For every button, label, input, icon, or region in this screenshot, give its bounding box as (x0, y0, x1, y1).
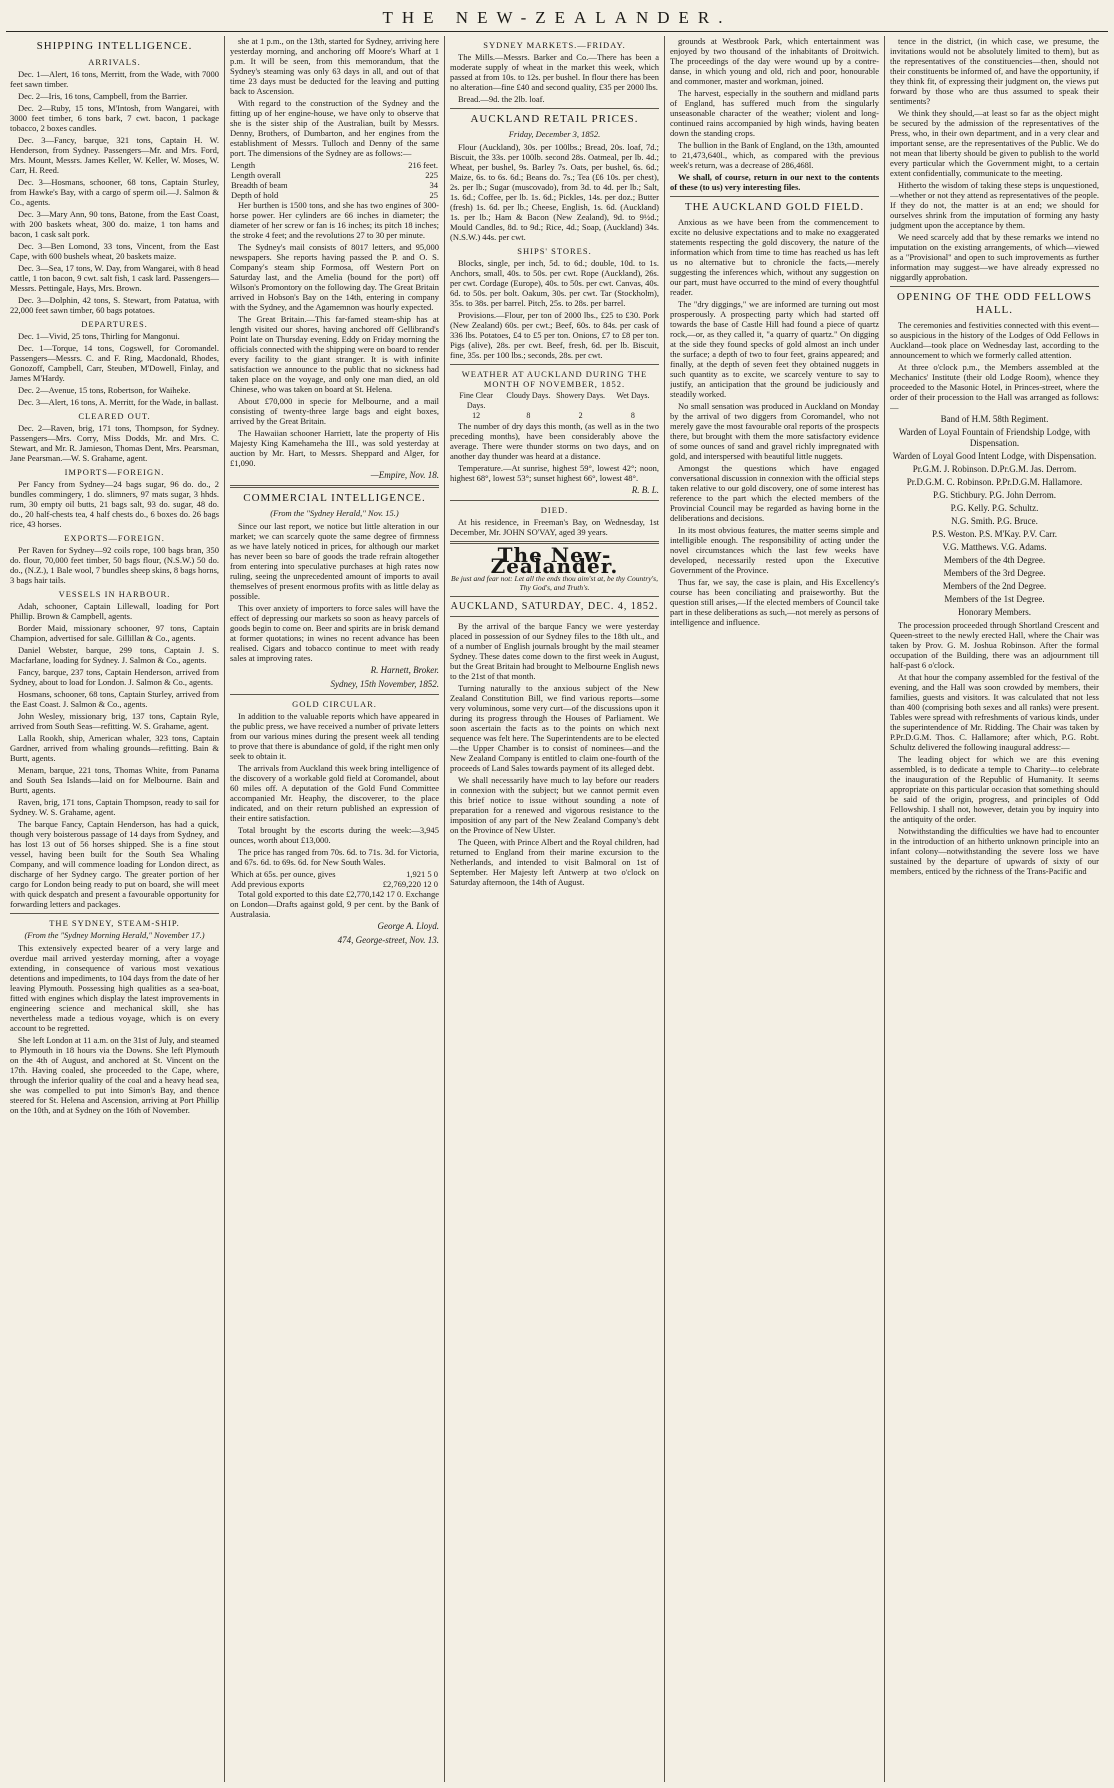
gold-address: 474, George-street, Nov. 13. (337, 935, 439, 945)
departures-list (10, 331, 219, 407)
weather-value: 12 (472, 411, 481, 420)
dimension-row (230, 190, 439, 200)
empire-source: —Empire, Nov. 18. (370, 470, 439, 480)
masthead-rule (6, 31, 1108, 32)
imports-list (10, 479, 219, 529)
section-rule (450, 364, 659, 365)
column-4 (670, 36, 879, 1782)
gold-total-row (230, 879, 439, 889)
section-rule (450, 596, 659, 597)
section-rule (450, 108, 659, 109)
paragraph: Since our last report, we notice but little alteration in our market; we can scarcely quote the same degree of firmness as we have lately noticed in prices, for although our market has never been so bare of goods the trade refrain altogether from entering into speculative purchases at high rates now ruling, seeing the unprecedented amount of imports to avail themselves of present enormous profits with as little delay as possible. (230, 521, 439, 601)
oddfellows-paragraphs (890, 620, 1099, 876)
paragraph: We think they should,—at least so far as the object might be secured by the admission of the representatives of the Press, who, in their own department, and in a very clear and important sense, are the representatives of the Public. We do not mean that liberty should be given to publish to the world every particular which the Government might, to a certain extent confidentially, communicate to the meeting. (890, 108, 1099, 178)
section-rule (670, 196, 879, 197)
markets-text: The Mills.—Messrs. Barker and Co.—There has been a moderate supply of wheat in the market this week, which passed at from 10s. to 12s. per bushel. In flour there has been no alteration—fine £40 and second quality, £35 per 2000 lbs. (450, 52, 659, 92)
commercial-heading: COMMERCIAL INTELLIGENCE. (243, 492, 426, 504)
stores-text: Blocks, single, per inch, 5d. to 6d.; double, 10d. to 1s. Anchors, small, 40s. to 50s. per cwt. Rope (Auckland), 26s. per cwt. Cordage (Europe), 40s. to 50s. per cwt. Canvas, 40s. 6d. to 50s. per bolt. Oakum, 30s. per cwt. Tar (Stockholm), 35s. to 38s. per barrel. Pitch, 25s. to 28s. per barrel. (450, 258, 659, 308)
dimension-label: Depth of hold (231, 190, 279, 200)
paragraph: Total brought by the escorts during the week:—3,945 ounces, worth about £13,000. (230, 825, 439, 845)
cleared-heading: CLEARED OUT. (78, 411, 151, 421)
section-rule (890, 286, 1099, 287)
dimension-value: 25 (429, 190, 438, 200)
paragraph: Fancy, barque, 237 tons, Captain Henderson, arrived from Sydney, about to load for London. J. Salmon & Co., agents. (10, 667, 219, 687)
gold-circular-heading: GOLD CIRCULAR. (292, 699, 377, 709)
retail-heading: AUCKLAND RETAIL PRICES. (470, 113, 639, 125)
procession-item: N.G. Smith. P.G. Bruce. (951, 516, 1038, 526)
weather-label: Fine Clear Days. (459, 391, 493, 410)
paragraph: At that hour the company assembled for the festival of the evening, and the Hall was soon crowded by members, their families, guests and visitors. It was calculated that not less than 400 (comprising both sexes and all ranks) were present. Tables were spread with refreshments of various kinds, under the superintendence of Mr. Ridding. The Chair was taken by P.Pr.D.G.M. Thos. C. Hallamore; after which, P.G. Robt. Schultz delivered the following inaugural address:— (890, 672, 1099, 752)
weather-text: The number of dry days this month, (as well as in the two preceding months), have been considerably above the average. There were thunder storms on two days, and on another day thunder was heard at a distance. (450, 421, 659, 461)
weather-values (450, 411, 659, 421)
weather-label: Showery Days. (556, 391, 606, 400)
gold-closing: Total gold exported to this date £2,770,142 17 0. Exchange on London—Drafts against gold, 9 per cent. by the Bank of Australasia. (230, 889, 439, 919)
procession-item: Members of the 2nd Degree. (942, 581, 1047, 591)
departures-heading: DEPARTURES. (81, 319, 148, 329)
column-divider (884, 36, 885, 1782)
paragraph: The arrivals from Auckland this week bring intelligence of the discovery of a workable gold field at Coromandel, about 60 miles off. A deputation of the Gold Fund Committee accompanied Mr. Heaphy, the discoverer, to the place indicated, and on their return published an expression of their entire satisfaction. (230, 763, 439, 823)
paragraph: Per Fancy from Sydney—24 bags sugar, 96 do. do., 2 bundles commingery, 1 do. slimners, 97 mats sugar, 3 hhds. rum, 30 empty oil butts, 21 bags salt, 93 do. sugar, 48 do. do., 20 half-chests tea, 4 half chests do., 6 boxes do. 26 bags rice, 43 horses. (10, 479, 219, 529)
paragraph: Dec. 3—Sea, 17 tons, W. Day, from Wangarei, with 8 head cattle, 1 ton bacon, 9 cwt. salt fish, 1 cask lard. Passengers—Messrs. Pettingale, Hays, Mrs. Brown. (10, 263, 219, 293)
gold-total-value: 1,921 5 0 (406, 869, 438, 879)
paragraph: The ceremonies and festivities connected with this event—so auspicious in the history of the Lodges of Odd Fellows in Auckland—took place on Wednesday last, according to the announcement to which we formerly called attention. (890, 320, 1099, 360)
paragraph: Adah, schooner, Captain Lillewall, loading for Port Phillip. Brown & Campbell, agents. (10, 601, 219, 621)
paragraph: Her burthen is 1500 tons, and she has two engines of 300-horse power. Her cylinders are 66 inches in diameter; the diameter of her screw or fan is 16 inches; its pitch 18 inches; the stroke 4 feet; and the revolutions 27 to 30 per minute. (230, 200, 439, 240)
paragraph: Dec. 1—Alert, 16 tons, Merritt, from the Wade, with 7000 feet sawn timber. (10, 69, 219, 89)
editorial-paragraphs (450, 621, 659, 887)
procession-item: Honorary Members. (958, 607, 1031, 617)
weather-value: 2 (578, 411, 583, 420)
gold-field-heading: THE AUCKLAND GOLD FIELD. (684, 201, 865, 213)
weather-value: 8 (526, 411, 531, 420)
paragraph: The procession proceeded through Shortland Crescent and Queen-street to the newly erected Hall, where the Chair was taken by Prov. G. M. Joshua Robinson. After the formal occupation of the Building, there was an adjournment till half-past 6 o'clock. (890, 620, 1099, 670)
paragraph: John Wesley, missionary brig, 137 tons, Captain Ryle, arrived from South Seas—refitting. W. S. Grahame, agent. (10, 711, 219, 731)
exports-list (10, 545, 219, 585)
retail-text: Flour (Auckland), 30s. per 100lbs.; Bread, 20s. loaf, 7d.; Biscuit, the 33s. per 100lb. second 28s. Oatmeal, per lb. 4d.; Wheat, per bushel, 9s. Barley 7s. Oats, per bushel, 6s. 6d.; Maize, 6s. to 6s. 6d.; Beans do. 7s.; Tea (£6 10s. per chest), 2s. per lb.; Sugar (muscovado), from 3d. to 4d. per lb.; Salt, 1s. 6d.; Coffee, per lb. 1s. 6d.; Pickles, 14s. per doz.; Butter (fresh) 1s. 6d. per lb.; Cheese, English, 1s. 6d. (Auckland) 1s. per lb.; Ham & Bacon (New Zealand), 9d. to 9½d.; Mould Candles, 8d. to 9d.; Rice, 4d.; Soap, (Auckland) 34s. (N.S.W.) 44s. per cwt. (450, 142, 659, 242)
column-1 (10, 36, 219, 1782)
gold-field-paragraphs (670, 217, 879, 627)
procession-item: P.G. Stichbury. P.G. John Derrom. (933, 490, 1056, 500)
vessels-list (10, 601, 219, 817)
editorial-notice: We shall, of course, return in our next to the contents of these (to us) very interesting files. (670, 172, 879, 192)
paragraph: The "dry diggings," we are informed are turning out most prosperously. A prospecting party which had started off towards the base of Castle Hill had found a piece of quartz rock,—or, as they called it, "a quarry of quartz." On digging at the side they found specks of gold almost an inch under the surface; a depth of two to four feet, grains appeared; and finally, at the depth of seven feet they obtained nuggets in such quantity as to excite, we scarcely venture to say to justify, an anticipation that the ground be judiciously and steadily worked. (670, 299, 879, 399)
paragraph: We shall necessarily have much to lay before our readers in connexion with the subject; but we cannot permit even this brief notice to issue without sounding a note of preparation for a renewed and vigorous resistance to the imposition of any part of the New Zealand Company's debt on the Province of New Ulster. (450, 775, 659, 835)
paragraph: At three o'clock p.m., the Members assembled at the Mechanics' Institute (their old Lodge Room), whence they proceeded to the Masonic Hotel, in Princes-street, where the order of their procession to the Hall was arranged as follows:— (890, 362, 1099, 412)
commercial-source: (From the "Sydney Herald," Nov. 15.) (270, 508, 399, 518)
paragraph: This extensively expected bearer of a very large and overdue mail arrived yesterday morning, after a voyage extending, in consequence of various most vexatious detentions and impediments, to 104 days from the date of her leaving Plymouth. Possessing high qualities as a sea-boat, fitted with engines which display the latest improvements in engineering science and mechanical skill, she has nevertheless made a tedious voyage, which is on every account to be regretted. (10, 943, 219, 1033)
paragraph: Thus far, we say, the case is plain, and His Excellency's course has been conciliating and praiseworthy. But the question still arises,—If the elected members of Council take part in these deliberations as such,—not merely as persons of intelligence and influence. (670, 577, 879, 627)
gold-field-continued (890, 36, 1099, 282)
column-2 (230, 36, 439, 1782)
fancy-paragraph: The barque Fancy, Captain Henderson, has had a quick, though very boisterous passage of 14 days from Sydney, and has lost 13 out of 56 horses shipped. She is a fine stout vessel, having been built for the South Sea Whaling Company, and will commence loading for London direct, as discharge of her Sydney cargo. The greater portion of her cargo for London being ready to put on board, she will meet with quick despatch and present a favourable opportunity for forwarding letters and packages. (10, 819, 219, 909)
dimensions-table (230, 160, 439, 200)
paragraph: The Great Britain.—This far-famed steam-ship has at length visited our shores, having anchored off Gellibrand's Point late on Thursday evening. Eddy on Friday morning the officials connected with the shipping were on board to render every facility to the giant stranger. It is with infinite satisfaction we announce to the public that no sickness had taken place on the voyage, and only one man died, an old Chinese, who was taken on board at St. Helena. (230, 314, 439, 394)
steamship-heading: THE SYDNEY, STEAM-SHIP. (49, 918, 180, 928)
provisions-text: Provisions.—Flour, per ton of 2000 lbs., £25 to £30. Pork (New Zealand) 60s. per cwt.; Beef, 60s. to 84s. per cask of 336 lbs. Potatoes, £4 to £5 per ton. Onions, £7 to £8 per ton. Pigs (alive), 28s. per cwt. Beef, fresh, 6d. per lb. Biscuit, fine, 35s. per 100 lbs.; seconds, 28s. per cwt. (450, 310, 659, 360)
steamship-paragraphs (10, 943, 219, 1115)
paragraph: She left London at 11 a.m. on the 31st of July, and steamed to Plymouth in 18 hours via the Downs. She left Plymouth on the 4th of August, and anchored at St. Vincent on the 17th. Having coaled, she proceeded to the Cape, where, through the inferior quality of the coal and a heavy head sea, she was compelled to put into Simon's Bay, and thence steered for St. Helena and Ascension, arriving at Port Phillip on the 10th, and at Sydney on the 16th of November. (10, 1035, 219, 1115)
column-divider (664, 36, 665, 1782)
paragraph: Dec. 3—Hosmans, schooner, 68 tons, Captain Sturley, from Hawke's Bay, with a cargo of sperm oil.—J. Salmon & Co., agents. (10, 177, 219, 207)
dimension-label: Breadth of beam (231, 180, 288, 190)
paragraph: In its most obvious features, the matter seems simple and intelligible enough. The responsibility of acting under the novel circumstances which the last few weeks have developed, necessarily rested upon the Executive Government of the Province. (670, 525, 879, 575)
markets-bread: Bread.—9d. the 2lb. loaf. (458, 94, 545, 104)
steamship-source: (From the "Sydney Morning Herald," November 17.) (24, 930, 205, 940)
weather-label: Wet Days. (616, 391, 650, 400)
procession-item: Members of the 1st Degree. (944, 594, 1045, 604)
paragraph: Dec. 2—Avenue, 15 tons, Robertson, for Waiheke. (18, 385, 191, 395)
paragraph: she at 1 p.m., on the 13th, started for Sydney, arriving here yesterday morning, and anchoring off Moore's Wharf at 1 p.m. It will be seen, from this memorandum, that the Sydney's steaming was only 63 days in all, and out of that time 23 days must be deducted for the leaving and putting back to Ascension. (230, 36, 439, 96)
editorial-dateline: AUCKLAND, SATURDAY, DEC. 4, 1852. (450, 601, 659, 612)
weather-value: 8 (630, 411, 635, 420)
imports-heading: IMPORTS—FOREIGN. (64, 467, 165, 477)
gold-total-label: Add previous exports (231, 879, 305, 889)
paragraph: The harvest, especially in the southern and midland parts of England, has suffered much from the singularly unseasonable character of the weather; violent and long-continued rains accompanied by high winds, having beaten down the standing crops. (670, 88, 879, 138)
paragraph: Dec. 2—Raven, brig, 171 tons, Thompson, for Sydney. Passengers—Mrs. Corry, Miss Dodds, Mr. and Mrs. C. Stewart, and Mr. R. Jamieson, Thomas Dent, Mrs. Pearsman, Jane Pearsman.—W. S. Grahame, agent. (10, 423, 219, 463)
paragraph: Dec. 3—Fancy, barque, 321 tons, Captain H. W. Henderson, from Sydney. Passengers—Mr. and Mrs. Ford, Mrs. Mount, Messrs. James Keller, W. Keller, W. Moses, W. Carr, H. Reed. (10, 135, 219, 175)
dimension-value: 225 (425, 170, 438, 180)
procession-list (890, 414, 1099, 618)
procession-item: Members of the 3rd Degree. (943, 568, 1046, 578)
paragraph: The bullion in the Bank of England, on the 13th, amounted to 21,473,640l., which, as compared with the previous week's return, was a decrease of 286,468l. (670, 140, 879, 170)
section-rule (450, 500, 659, 501)
section-rule (230, 485, 439, 488)
paragraph: Raven, brig, 171 tons, Captain Thompson, ready to sail for Sydney. W. S. Grahame, agent. (10, 797, 219, 817)
paragraph: Lalla Rookh, ship, American whaler, 323 tons, Captain Gardner, arrived from whaling grounds—refitting. Bain & Burtt, agents. (10, 733, 219, 763)
commercial-paragraphs (230, 521, 439, 663)
paragraph: Dec. 3—Ben Lomond, 33 tons, Vincent, from the East Cape, with 600 bushels wheat, 20 baskets maize. (10, 241, 219, 261)
paragraph: Dec. 2—Iris, 16 tons, Campbell, from the Barrier. (18, 91, 188, 101)
paragraph: In addition to the valuable reports which have appeared in the public press, we have received a number of private letters from our various mines during the present week all tending to prove that there is abundance of gold, if the right men only seek to obtain it. (230, 711, 439, 761)
dimension-row (230, 160, 439, 170)
gold-total-row (230, 869, 439, 879)
paragraph: The price has ranged from 70s. 6d. to 71s. 3d. for Victoria, and 67s. 6d. to 69s. 6d. for New South Wales. (230, 847, 439, 867)
section-rule (10, 913, 219, 914)
dimension-value: 34 (429, 180, 438, 190)
paragraph: grounds at Westbrook Park, which entertainment was enjoyed by two thousand of the inhabitants of Droitwich. The proceedings of the day were wound up by a contre-danse, in which young and old, rich and poor, honourable and commoner, master and workman, joined. (670, 36, 879, 86)
editorial-motto: Be just and fear not: Let all the ends thou aim'st at, be thy Country's, Thy God's, and Truth's. (451, 574, 658, 592)
paragraph: Dec. 2—Ruby, 15 tons, M'Intosh, from Wangarei, with 3000 feet timber, 6 tons bark, 7 cwt. bacon, 1 package tobacco, 2 boxes candles. (10, 103, 219, 133)
paragraph: The Queen, with Prince Albert and the Royal children, had returned to England from their marine excursion to the Netherlands, and intended to visit Balmoral on 1st of September. Her Majesty left Antwerp at two o'clock on Saturday afternoon, the 14th of August. (450, 837, 659, 887)
paragraph: Dec. 1—Torque, 14 tons, Cogswell, for Coromandel. Passengers—Messrs. C. and F. Ring, Macdonald, Rhodes, Gonozoff, Campbell, Carr, Steuben, M'Dowell, Finlay, and James M'Hardy. (10, 343, 219, 383)
paragraph: The Hawaiian schooner Harriett, late the property of His Majesty King Kamehameha the III., was sold yesterday at auction by Mr. Hart, to Messrs. Sheppard and Alger, for £1,090. (230, 428, 439, 468)
column-divider (444, 36, 445, 1782)
retail-date: Friday, December 3, 1852. (508, 129, 601, 139)
dimension-row (230, 180, 439, 190)
paragraph: Menam, barque, 221 tons, Thomas White, from Panama and South Sea Islands—laid on for Melbourne. Bain and Burtt, agents. (10, 765, 219, 795)
paragraph: Notwithstanding the difficulties we have had to encounter in the introduction of an hitherto unknown principle into an infant colony—notwithstanding the severe loss we have sustained by the departure of upwards of sixty of our members, enticed by the richness of the Trans-Pacific and (890, 826, 1099, 876)
section-rule (450, 616, 659, 617)
paragraph: By the arrival of the barque Fancy we were yesterday placed in possession of our Sydney files to the 18th ult., and of a number of English journals brought by the mail steamer Sydney. These dates come down to the first week in August, but the Great Britain had brought to Melbourne English news to the 21st of that month. (450, 621, 659, 681)
procession-item: Warden of Loyal Fountain of Friendship Lodge, with Dispensation. (898, 427, 1091, 448)
sydney-after-dims (230, 200, 439, 468)
column-3 (450, 36, 659, 1782)
procession-item: Pr.G.M. J. Robinson. D.Pr.G.M. Jas. Derrom. (912, 464, 1077, 474)
paragraph: No small sensation was produced in Auckland on Monday by the arrival of two diggers from Coromandel, who not merely gave the most favourable oral reports of the prospects there, but brought with them the more satisfactory evidence of some ounces of sand and gravel richly impregnated with gold, and interspersed with beautiful little nuggets. (670, 401, 879, 461)
died-heading: DIED. (540, 505, 569, 515)
gold-total-value: £2,769,220 12 0 (382, 879, 438, 889)
vessels-heading: VESSELS IN HARBOUR. (58, 589, 171, 599)
markets-heading: SYDNEY MARKETS.—FRIDAY. (483, 40, 626, 50)
arrivals-list (10, 69, 219, 315)
paragraph: Amongst the questions which have engaged conversational discussion in connexion with the official steps taken relative to our gold discovery, one of some interest has reference to the part which the elected members of the Provincial Council may be regarded as having borne in the deliberations and decisions. (670, 463, 879, 523)
commercial-signature: R. Harnett, Broker. (370, 665, 439, 675)
shipping-heading: SHIPPING INTELLIGENCE. (36, 40, 193, 52)
paragraph: We need scarcely add that by these remarks we intend no imputation on the existing arrangements, of which—viewed as a "Provisional" and open to such improvements as further information may suggest—we have already expressed no niggardly approbation. (890, 232, 1099, 282)
paragraph: This over anxiety of importers to force sales will have the effect of depressing our markets so soon as heavy parcels of goods begin to come on. Beer and spirits are in brisk demand at former quotations; in wines no recent advance has been realised. Cigars and tobacco continue to meet with ready sales at improving rates. (230, 603, 439, 663)
editorial-continued (670, 36, 879, 170)
gold-circular-paragraphs (230, 711, 439, 867)
gold-totals-table (230, 869, 439, 889)
procession-item: V.G. Matthews. V.G. Adams. (942, 542, 1047, 552)
arrivals-heading: ARRIVALS. (88, 57, 141, 67)
weather-signature: R. B. L. (631, 485, 659, 495)
paragraph: Dec. 3—Dolphin, 42 tons, S. Stewart, from Patatua, with 22,000 feet sawn timber, 60 bags potatoes. (10, 295, 219, 315)
paragraph: Dec. 1—Vivid, 25 tons, Thirling for Mangonui. (18, 331, 180, 341)
died-text: At his residence, in Freeman's Bay, on Wednesday, 1st December, Mr. JOHN SO'VAY, aged 39 years. (450, 517, 659, 537)
weather-heading: WEATHER AT AUCKLAND DURING THE MONTH OF NOVEMBER, 1852. (461, 369, 648, 389)
paragraph: The leading object for which we are this evening assembled, is to dedicate a temple to Charity—to celebrate the inauguration of the Republic of Humanity. It seems appropriate on this particular occasion that something should be said of the origin, progress, and principles of Odd Fellowship. I shall not, however, detain you by inquiry into the antiquity of the order. (890, 754, 1099, 824)
paragraph: Dec. 3—Alert, 16 tons, A. Merritt, for the Wade, in ballast. (18, 397, 219, 407)
dimension-label: Length overall (231, 170, 281, 180)
stores-heading: SHIPS' STORES. (517, 246, 592, 256)
paragraph: Hitherto the wisdom of taking these steps is unquestioned,—whether or not they attend as representatives of the people. If they do not, the matter is at an end; we should for ourselves shrink from the imputation of forming any hasty judgment upon the acceptance by them. (890, 180, 1099, 230)
oddfellows-intro (890, 320, 1099, 412)
procession-item: Warden of Loyal Good Intent Lodge, with Dispensation. (892, 451, 1097, 461)
section-rule (230, 694, 439, 695)
paragraph: Border Maid, missionary schooner, 97 tons, Captain Champion, advertised for sale. Gillillan & Co., agents. (10, 623, 219, 643)
masthead-title: THE NEW-ZEALANDER. (382, 8, 732, 27)
paragraph: Dec. 3—Mary Ann, 90 tons, Batone, from the East Coast, with 200 baskets wheat, 300 do. maize, 1 ton hams and bacon, 1 cask salt pork. (10, 209, 219, 239)
gold-signature: George A. Lloyd. (377, 921, 439, 931)
procession-item: P.G. Kelly. P.G. Schultz. (950, 503, 1039, 513)
dimension-label: Length (231, 160, 256, 170)
sydney-continued (230, 36, 439, 158)
paragraph: The Sydney's mail consists of 8017 letters, and 95,000 newspapers. She reports having passed the P. and O. S. Company's steam ship Formosa, off Western Port on Saturday last, and the Amelia (bound for the port) off Wilson's Promontory on the following day. The Great Britain arrived in Hobson's Bay on the 14th, entering in company with the Sydney, and the Agamemnon was hourly expected. (230, 242, 439, 312)
paragraph: Hosmans, schooner, 68 tons, Captain Sturley, arrived from the East Coast. J. Salmon & Co., agents. (10, 689, 219, 709)
procession-item: P.S. Weston. P.S. M'Kay. P.V. Carr. (931, 529, 1057, 539)
column-5 (890, 36, 1099, 1782)
weather-label: Cloudy Days. (506, 391, 551, 400)
gold-total-label: Which at 65s. per ounce, gives (231, 869, 336, 879)
paragraph: Daniel Webster, barque, 299 tons, Captain J. S. Macfarlane, loading for Sydney. J. Salmon & Co., agents. (10, 645, 219, 665)
column-divider (224, 36, 225, 1782)
paragraph: With regard to the construction of the Sydney and the fitting up of her engine-house, we have only to observe that she is the sister ship of the Australian, built by Messrs. Denny, Brothers, of Dumbarton, and her engines from the establishment of Messrs. Tulloch and Denny of the same port. The dimensions of the Sydney are as follows:— (230, 98, 439, 158)
paragraph: About £70,000 in specie for Melbourne, and a mail consisting of twenty-three large bags and eight boxes, arrived by the Great Britain. (230, 396, 439, 426)
dimension-row (230, 170, 439, 180)
commercial-date: Sydney, 15th November, 1852. (330, 679, 439, 689)
paragraph: tence in the district, (in which case, we presume, the invitations would not be absolutely limited to them), but as the representatives of the constituencies—then, should not their constituents be informed of, and have the opportunity, if they think fit, of expressing their judgment on, the views put forward by those who are thus assumed to speak their sentiments? (890, 36, 1099, 106)
oddfellows-heading: OPENING OF THE ODD FELLOWS HALL. (896, 291, 1093, 316)
dimension-value: 216 feet. (408, 160, 438, 170)
procession-item: Pr.D.G.M. C. Robinson. P.Pr.D.G.M. Hallamore. (906, 477, 1083, 487)
cleared-list (10, 423, 219, 463)
editorial-flag-title: The New-Zealander. (490, 543, 619, 578)
paragraph: Turning naturally to the anxious subject of the New Zealand Constitution Bill, we find various reports—some very voluminous, some very curt—of the discussions upon it during its progress through the Houses of Parliament. We soon ascertain the facts as to the points on which next sequence was felt here. The Superintendents are to be elected—the Upper Chamber is to consist of nominees—and the New Zealand Company is entitled to claim one-fourth of the proceeds of Land Sales towards payment of its alleged debt. (450, 683, 659, 773)
procession-item: Band of H.M. 58th Regiment. (940, 414, 1049, 424)
exports-heading: EXPORTS—FOREIGN. (64, 533, 165, 543)
newspaper-page (6, 4, 1108, 1784)
weather-labels (450, 391, 659, 411)
procession-item: Members of the 4th Degree. (943, 555, 1046, 565)
weather-temps: Temperature.—At sunrise, highest 59°, lowest 42°; noon, highest 68°, lowest 53°; sunset highest 66°, lowest 48°. (450, 463, 659, 483)
paragraph: Per Raven for Sydney—92 coils rope, 100 bags bran, 350 do. flour, 70,000 feet timber, 50 bags flour, (N.S.W.) 50 do. do., (N.Z.), 1 Bale wool, 7 bundles sheep skins, 8 bags horns, 3 bags hair tails. (10, 545, 219, 585)
paragraph: Anxious as we have been from the commencement to excite no delusive expectations and to make no exaggerated statements respecting the gold discovery, the nature of the information which from time to time has reached us has left us no alternative but to chronicle the facts,—merely suggesting the inferences which, without any suggestion on our part, must have occurred to the mind of every thoughtful reader. (670, 217, 879, 297)
